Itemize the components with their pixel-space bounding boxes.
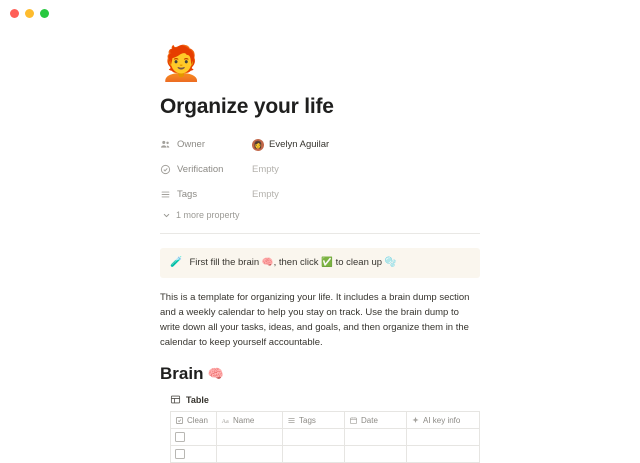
checkbox-icon: [175, 416, 184, 425]
column-header-label: Clean: [187, 415, 208, 425]
cell-clean[interactable]: [171, 429, 217, 445]
view-tab-label: Table: [186, 394, 209, 405]
page-content: [160, 44, 480, 463]
avatar: 👩: [252, 139, 264, 151]
intro-paragraph[interactable]: This is a template for organizing your life. It includes a brain dump section and a weekly calendar to help you stay on track. Use the brain dump to write down all your tasks, ideas, and goals, and then organize them in the calendar to keep yourself accountable.: [160, 292, 470, 348]
window-controls: [10, 9, 49, 18]
svg-text:Aa: Aa: [221, 417, 229, 425]
cell-clean[interactable]: [171, 446, 217, 462]
chevron-down-icon: [161, 210, 171, 220]
property-name-verification: Verification: [177, 164, 224, 175]
section-heading-brain[interactable]: [160, 364, 480, 384]
callout-icon: 🧪: [170, 257, 183, 268]
property-row-verification[interactable]: [160, 159, 480, 180]
column-header-date[interactable]: [345, 412, 407, 428]
property-name-owner: Owner: [177, 139, 205, 150]
table-icon: [170, 394, 181, 405]
cell-date[interactable]: [345, 429, 407, 445]
property-row-tags[interactable]: [160, 184, 480, 205]
cell-tags[interactable]: [283, 446, 345, 462]
property-name-tags: Tags: [177, 189, 198, 200]
property-label-verification: [160, 164, 252, 175]
list-icon: [160, 189, 171, 200]
person-icon: [160, 139, 171, 150]
table-row[interactable]: [171, 446, 479, 463]
row-checkbox[interactable]: [175, 432, 185, 442]
cell-ai-key-info[interactable]: [407, 446, 479, 462]
database-table: [170, 411, 480, 463]
column-header-label: Name: [233, 415, 255, 425]
page-body: [0, 44, 640, 463]
column-header-clean[interactable]: [171, 412, 217, 428]
property-row-owner[interactable]: [160, 134, 480, 155]
column-header-ai-key-info[interactable]: [407, 412, 479, 428]
page-title[interactable]: Organize your life: [160, 95, 334, 118]
owner-name: Evelyn Aguilar: [269, 139, 330, 150]
ai-icon: [411, 416, 420, 425]
database-view-tabs[interactable]: [170, 394, 480, 405]
brain-icon: 🧠: [207, 366, 224, 381]
cell-tags[interactable]: [283, 429, 345, 445]
callout-block[interactable]: [160, 248, 480, 278]
title-icon: [221, 416, 230, 425]
table-header-row: [171, 412, 479, 429]
property-value-verification[interactable]: Empty: [252, 164, 279, 175]
more-properties-label: 1 more property: [176, 210, 240, 220]
multi-select-icon: [287, 416, 296, 425]
cell-ai-key-info[interactable]: [407, 429, 479, 445]
column-header-label: Date: [361, 415, 378, 425]
row-checkbox[interactable]: [175, 449, 185, 459]
column-header-tags[interactable]: [283, 412, 345, 428]
property-value-tags[interactable]: Empty: [252, 189, 279, 200]
cell-date[interactable]: [345, 446, 407, 462]
page-properties: [160, 134, 480, 220]
column-header-label: AI key info: [423, 415, 461, 425]
minimize-button[interactable]: [25, 9, 34, 18]
cell-name[interactable]: [217, 446, 283, 462]
column-header-name[interactable]: [217, 412, 283, 428]
table-row[interactable]: [171, 429, 479, 446]
cell-name[interactable]: [217, 429, 283, 445]
verified-icon: [160, 164, 171, 175]
callout-text: First fill the brain 🧠, then click ✅ to clean up 🫧: [189, 257, 397, 268]
page-icon[interactable]: 🧑‍🦰: [160, 45, 203, 83]
section-heading-text: Brain: [160, 364, 204, 383]
property-label-owner: [160, 139, 252, 150]
property-label-tags: [160, 189, 252, 200]
divider: [160, 233, 480, 234]
zoom-button[interactable]: [40, 9, 49, 18]
column-header-label: Tags: [299, 415, 316, 425]
close-button[interactable]: [10, 9, 19, 18]
calendar-icon: [349, 416, 358, 425]
property-value-owner[interactable]: [252, 139, 329, 151]
more-properties-toggle[interactable]: [161, 210, 480, 220]
window-titlebar: [0, 0, 640, 26]
